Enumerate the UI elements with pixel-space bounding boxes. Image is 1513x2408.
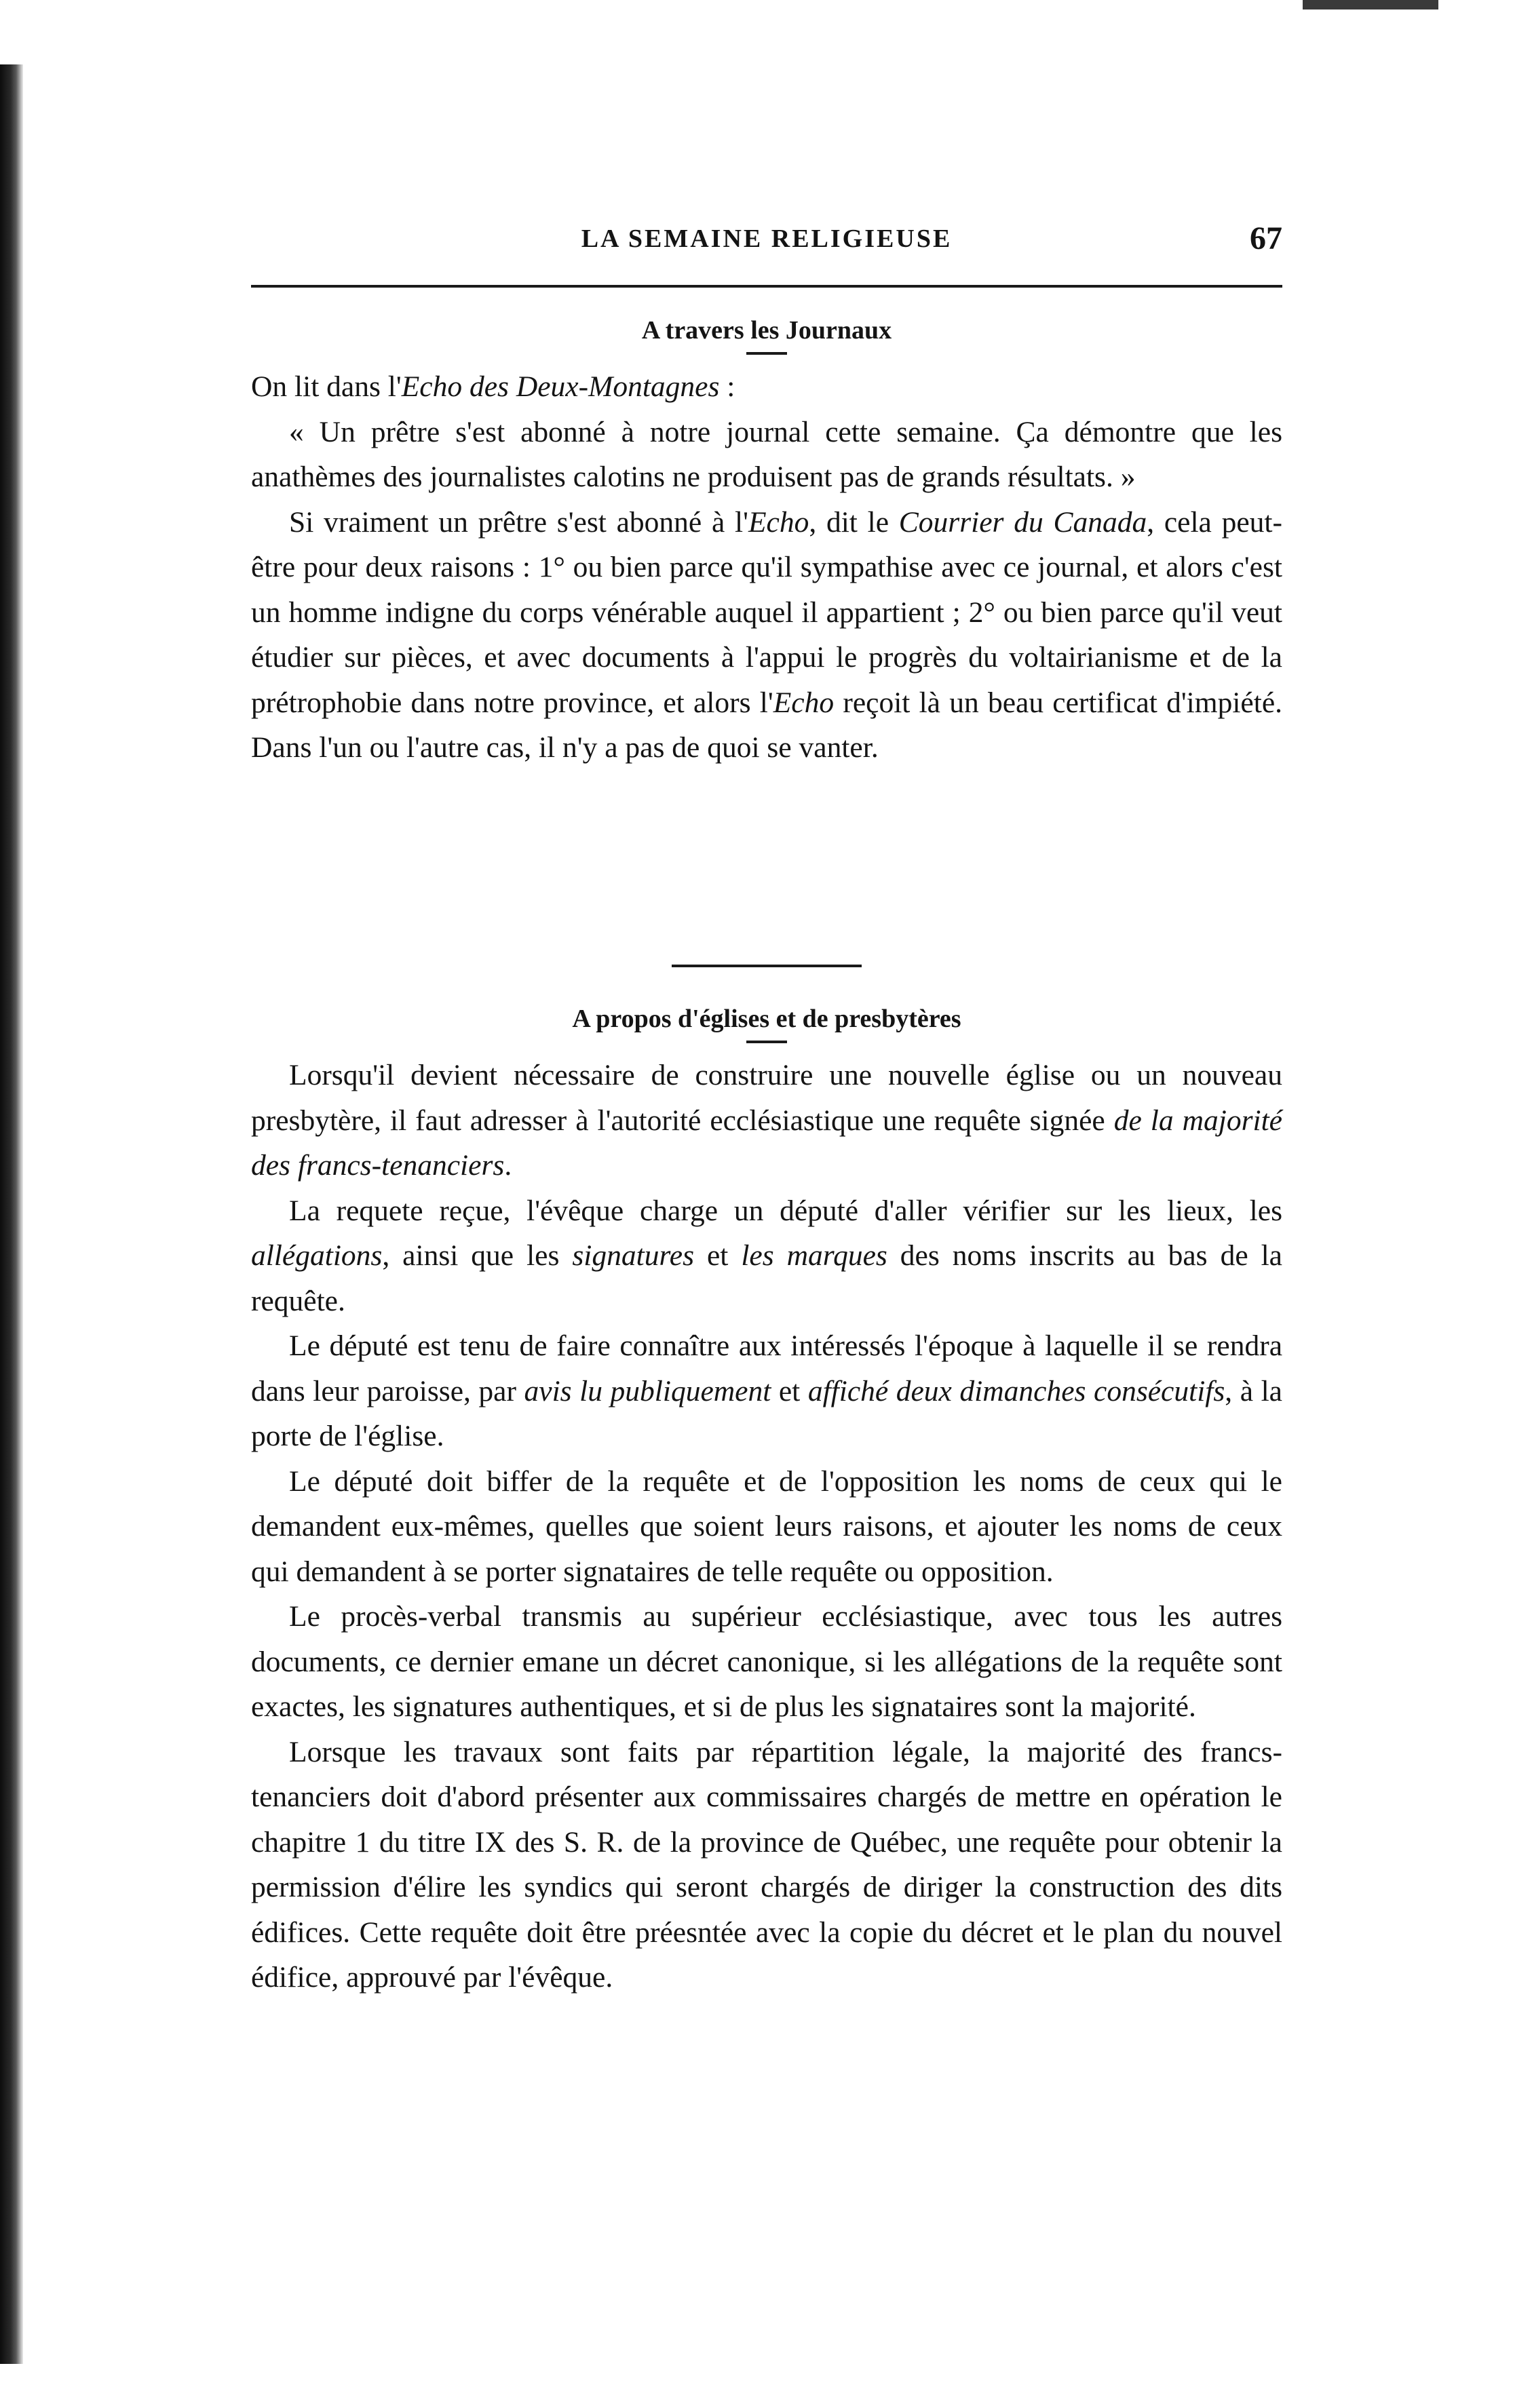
paragraph: Le procès-verbal transmis au supérieur ecclésiastique, avec tous les autres documents, ce dernier emane un décret canonique, si les allégations de la requête sont exactes, les signatures authentiques, et si de plus les signataires sont la majorité. — [251, 1600, 1282, 1723]
page-number: 67 — [1250, 220, 1282, 256]
title-dash — [746, 352, 787, 355]
section-title: A propos d'églises et de presbytères — [572, 1005, 961, 1033]
paragraph: Le député est tenu de faire connaître aux intéressés l'époque à laquelle il se rendra dans leur paroisse, par avis lu publiquement et affiché deux dimanches consécutifs, à la porte de l'église. — [251, 1329, 1282, 1452]
header-rule — [251, 285, 1282, 288]
scan-edge-mark — [1303, 0, 1438, 9]
book-spine-shadow — [0, 64, 23, 2364]
section-eglises-et-presbyteres — [251, 1004, 1282, 2000]
paragraph: Lorsqu'il devient nécessaire de construire une nouvelle église ou un nouveau presbytère, il faut adresser à l'autorité ecclésiastique une requête signée de la majorité des francs-tenanciers. — [251, 1059, 1282, 1182]
section-a-travers-les-journaux — [251, 315, 1282, 771]
section-title: A travers les Journaux — [641, 316, 892, 345]
paragraph: « Un prêtre s'est abonné à notre journal cette semaine. Ça démontre que les anathèmes des journalistes calotins ne produisent pas de grands résultats. » — [251, 415, 1282, 493]
paragraph: Lorsque les travaux sont faits par répartition légale, la majorité des francs-tenanciers doit d'abord présenter aux commissaires chargés de mettre en opération le chapitre 1 du titre IX des S. R. de la province de Québec, une requête pour obtenir la permission d'élire les syndics qui seront chargés de diriger la construction des dits édifices. Cette requête doit être préesntée avec la copie du décret et le plan du nouvel édifice, approuvé par l'évêque. — [251, 1735, 1282, 1994]
paragraph: La requete reçue, l'évêque charge un député d'aller vérifier sur les lieux, les allégations, ainsi que les signatures et les marques des noms inscrits au bas de la requête. — [251, 1194, 1282, 1317]
page-header — [251, 220, 1282, 271]
paragraph: On lit dans l'Echo des Deux-Montagnes : — [251, 370, 735, 403]
section-divider — [672, 965, 862, 967]
paragraph: Si vraiment un prêtre s'est abonné à l'Echo, dit le Courrier du Canada, cela peut-être pour deux raisons : 1° ou bien parce qu'il sympathise avec ce journal, et alors c'est un homme indigne du corps vénérable auquel il appartient ; 2° ou bien parce qu'il veut étudier sur pièces, et avec documents à l'appui le progrès du voltairianisme et de la prétrophobie dans notre province, et alors l'Echo reçoit là un beau certificat d'impiété. Dans l'un ou l'autre cas, il n'y a pas de quoi se vanter. — [251, 505, 1283, 764]
title-dash — [746, 1041, 787, 1043]
paragraph: Le député doit biffer de la requête et de l'opposition les noms de ceux qui le demandent eux-mêmes, quelles que soient leurs raisons, et ajouter les noms de ceux qui demandent à se porter signataires de telle requête ou opposition. — [251, 1464, 1282, 1588]
running-head: LA SEMAINE RELIGIEUSE — [581, 225, 953, 253]
